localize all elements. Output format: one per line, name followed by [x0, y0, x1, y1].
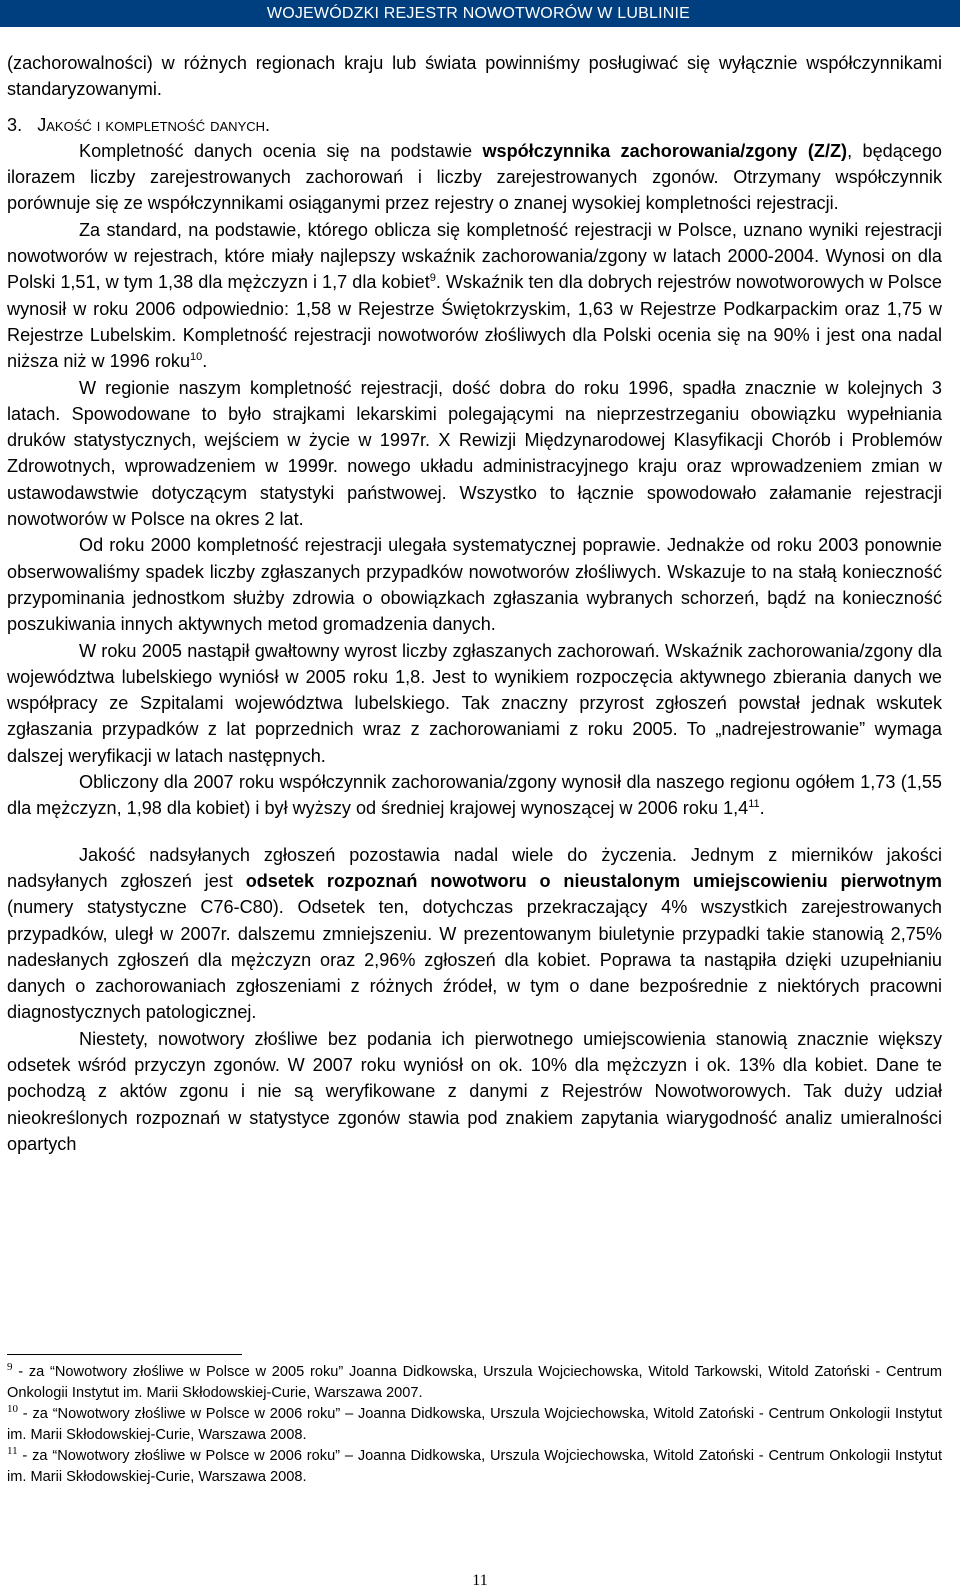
footnotes	[7, 1362, 942, 1488]
paragraph-7	[7, 842, 942, 1026]
paragraph-6-text-a: Obliczony dla 2007 roku współczynnik zachorowania/zgony wynosił dla naszego regionu ogółem 1,73 (1,55 dla mężczyzn, 1,98 dla kobiet) i był wyższy od średniej krajowej wynoszącej w 2006 roku 1,4	[7, 772, 942, 819]
footnote-number: 11	[7, 1445, 18, 1458]
paragraph-1-text-c: , będącego ilorazem liczby zarejestrowanych zachorowań i liczby zarejestrowanych zgonów. Otrzymany współczynnik porównuje się ze współczynnikami osiąganymi przez rejestry o znanej wysokiej kompletności rejestracji.	[7, 140, 942, 214]
paragraph-1-text-a: Kompletność danych ocenia się na podstawie	[79, 140, 483, 161]
footnote-number: 10	[7, 1403, 18, 1416]
paragraph-2-text-a: Za standard, na podstawie, którego oblicza się kompletność rejestracji w Polsce, uznano wyniki rejestracji nowotworów w rejestrach, które miały najlepszy wskaźnik zachorowania/zgony w latach 2000-2004. Wynosi on dla Polski 1,51, w tym 1,38 dla mężczyzn i 1,7 dla kobiet	[7, 219, 942, 293]
paragraph-2-text-c: .	[202, 351, 208, 372]
footnote-text: - za “Nowotwory złośliwe w Polsce w 2006 roku” – Joanna Didkowska, Urszula Wojciechowska, Witold Zatoński - Centrum Onkologii Instytut im. Marii Skłodowskiej-Curie, Warszawa 2008.	[7, 1448, 942, 1485]
paragraph-7-bold: odsetek rozpoznań nowotworu o nieustalonym umiejscowieniu pierwotnym	[245, 870, 943, 891]
paragraph-2	[7, 217, 942, 375]
paragraph-1	[7, 138, 942, 217]
footnote-11	[7, 1446, 942, 1488]
paragraph-6-text-b: .	[759, 798, 765, 819]
paragraph-2-text-b: . Wskaźnik ten dla dobrych rejestrów nowotworowych w Polsce wynosił w roku 2006 odpowiednio: 1,58 w Rejestrze Świętokrzyskim, 1,63 w Rejestrze Podkarpackim oraz 1,75 w Rejestrze Lubelskim. Kompletność rejestracji nowotworów złośliwych dla Polski ocenia się na 90% i jest ona nadal niższa niż w 1996 roku	[7, 272, 942, 372]
section-heading	[7, 112, 942, 138]
footnote-ref-11: 11	[748, 798, 760, 811]
section-number: 3.	[7, 114, 23, 135]
footnote-ref-9: 9	[429, 272, 436, 285]
footnote-ref-10: 10	[190, 351, 203, 364]
footnote-text: - za “Nowotwory złośliwe w Polsce w 2006 roku” – Joanna Didkowska, Urszula Wojciechowska, Witold Zatoński - Centrum Onkologii Instytut im. Marii Skłodowskiej-Curie, Warszawa 2008.	[7, 1406, 942, 1443]
paragraph-7-text-a: Jakość nadsyłanych zgłoszeń pozostawia nadal wiele do życzenia. Jednym z mierników jakości nadsyłanych zgłoszeń jest	[7, 844, 942, 891]
paragraph-4: Od roku 2000 kompletność rejestracji ulegała systematycznej poprawie. Jednakże od roku 2003 ponownie obserwowaliśmy spadek liczby zgłaszanych przypadków nowotworów złośliwych. Wskazuje to na stałą konieczność przypominania jednostkom służby zdrowia o obowiązkach zgłaszania wybranych schorzeń, bądź na konieczność poszukiwania innych aktywnych metod gromadzenia danych.	[7, 535, 942, 635]
footnote-number: 9	[7, 1361, 13, 1374]
header-bar	[0, 0, 960, 27]
section-title: Jakość i kompletność danych.	[37, 114, 271, 135]
paragraph-3: W regionie naszym kompletność rejestracji, dość dobra do roku 1996, spadła znacznie w kolejnych 3 latach. Spowodowane to było strajkami lekarskimi polegającymi na nieprzestrzeganiu obowiązku wypełniania druków statystycznych, wejściem w życie w 1997r. X Rewizji Międzynarodowej Klasyfikacji Chorób i Problemów Zdrowotnych, wprowadzeniem w 1999r. nowego układu administracyjnego kraju oraz wprowadzeniem zmian w ustawodawstwie dotyczącym statystyki państwowej. Wszystko to łącznie spowodowało załamanie rejestracji nowotworów w Polsce na okres 2 lat.	[7, 377, 942, 530]
paragraph-0: (zachorowalności) w różnych regionach kraju lub świata powinniśmy posługiwać się wyłącznie współczynnikami standaryzowanymi.	[7, 53, 942, 100]
paragraph-1-bold: współczynnika zachorowania/zgony (Z/Z)	[482, 140, 848, 161]
header-title: WOJEWÓDZKI REJESTR NOWOTWORÓW W LUBLINIE	[266, 5, 690, 22]
page-number: 11	[472, 1572, 488, 1589]
footnote-10	[7, 1404, 942, 1446]
document-body	[7, 50, 942, 1157]
paragraph-5: W roku 2005 nastąpił gwałtowny wyrost liczby zgłaszanych zachorowań. Wskaźnik zachorowania/zgony dla województwa lubelskiego wyniósł w 2005 roku 1,8. Jest to wynikiem rozpoczęcia aktywnego zbierania danych we współpracy ze Szpitalami województwa lubelskiego. Tak znaczny przyrost zgłoszeń powstał jednak wskutek zgłaszania przypadków z lat poprzednich wraz z zachorowaniami z roku 2005. To „nadrejestrowanie” wymaga dalszej weryfikacji w latach następnych.	[7, 640, 942, 766]
footnote-9	[7, 1362, 942, 1404]
paragraph-8: Niestety, nowotwory złośliwe bez podania ich pierwotnego umiejscowienia stanowią znacznie większy odsetek wśród przyczyn zgonów. W 2007 roku wyniósł on ok. 10% dla mężczyzn i ok. 13% dla kobiet. Dane te pochodzą z aktów zgonu i nie są weryfikowane z danymi z Rejestrów Nowotworowych. Tak duży udział nieokreślonych rozpoznań w statystyce zgonów stawia pod znakiem zapytania wiarygodność analiz umieralności opartych	[7, 1028, 942, 1154]
paragraph-7-text-c: (numery statystyczne C76-C80). Odsetek ten, dotychczas przekraczający 4% wszystkich zarejestrowanych przypadków, uległ w 2007r. dalszemu zmniejszeniu. W prezentowanym biuletynie przypadki takie stanowią 2,75% nadesłanych zgłoszeń dla mężczyzn oraz 2,96% zgłoszeń dla kobiet. Poprawa ta nastąpiła dzięki uzupełnianiu danych o zachorowaniach zgłoszeniami z różnych źródeł, w tym o dane bezpośrednie z niektórych pracowni diagnostycznych patologicznej.	[7, 897, 942, 1023]
paragraph-6	[7, 769, 942, 822]
footnote-separator	[7, 1354, 242, 1355]
footnote-text: - za “Nowotwory złośliwe w Polsce w 2005 roku” Joanna Didkowska, Urszula Wojciechowska, Witold Tarkowski, Witold Zatoński - Centrum Onkologii Instytut im. Marii Skłodowskiej-Curie, Warszawa 2007.	[7, 1364, 942, 1401]
